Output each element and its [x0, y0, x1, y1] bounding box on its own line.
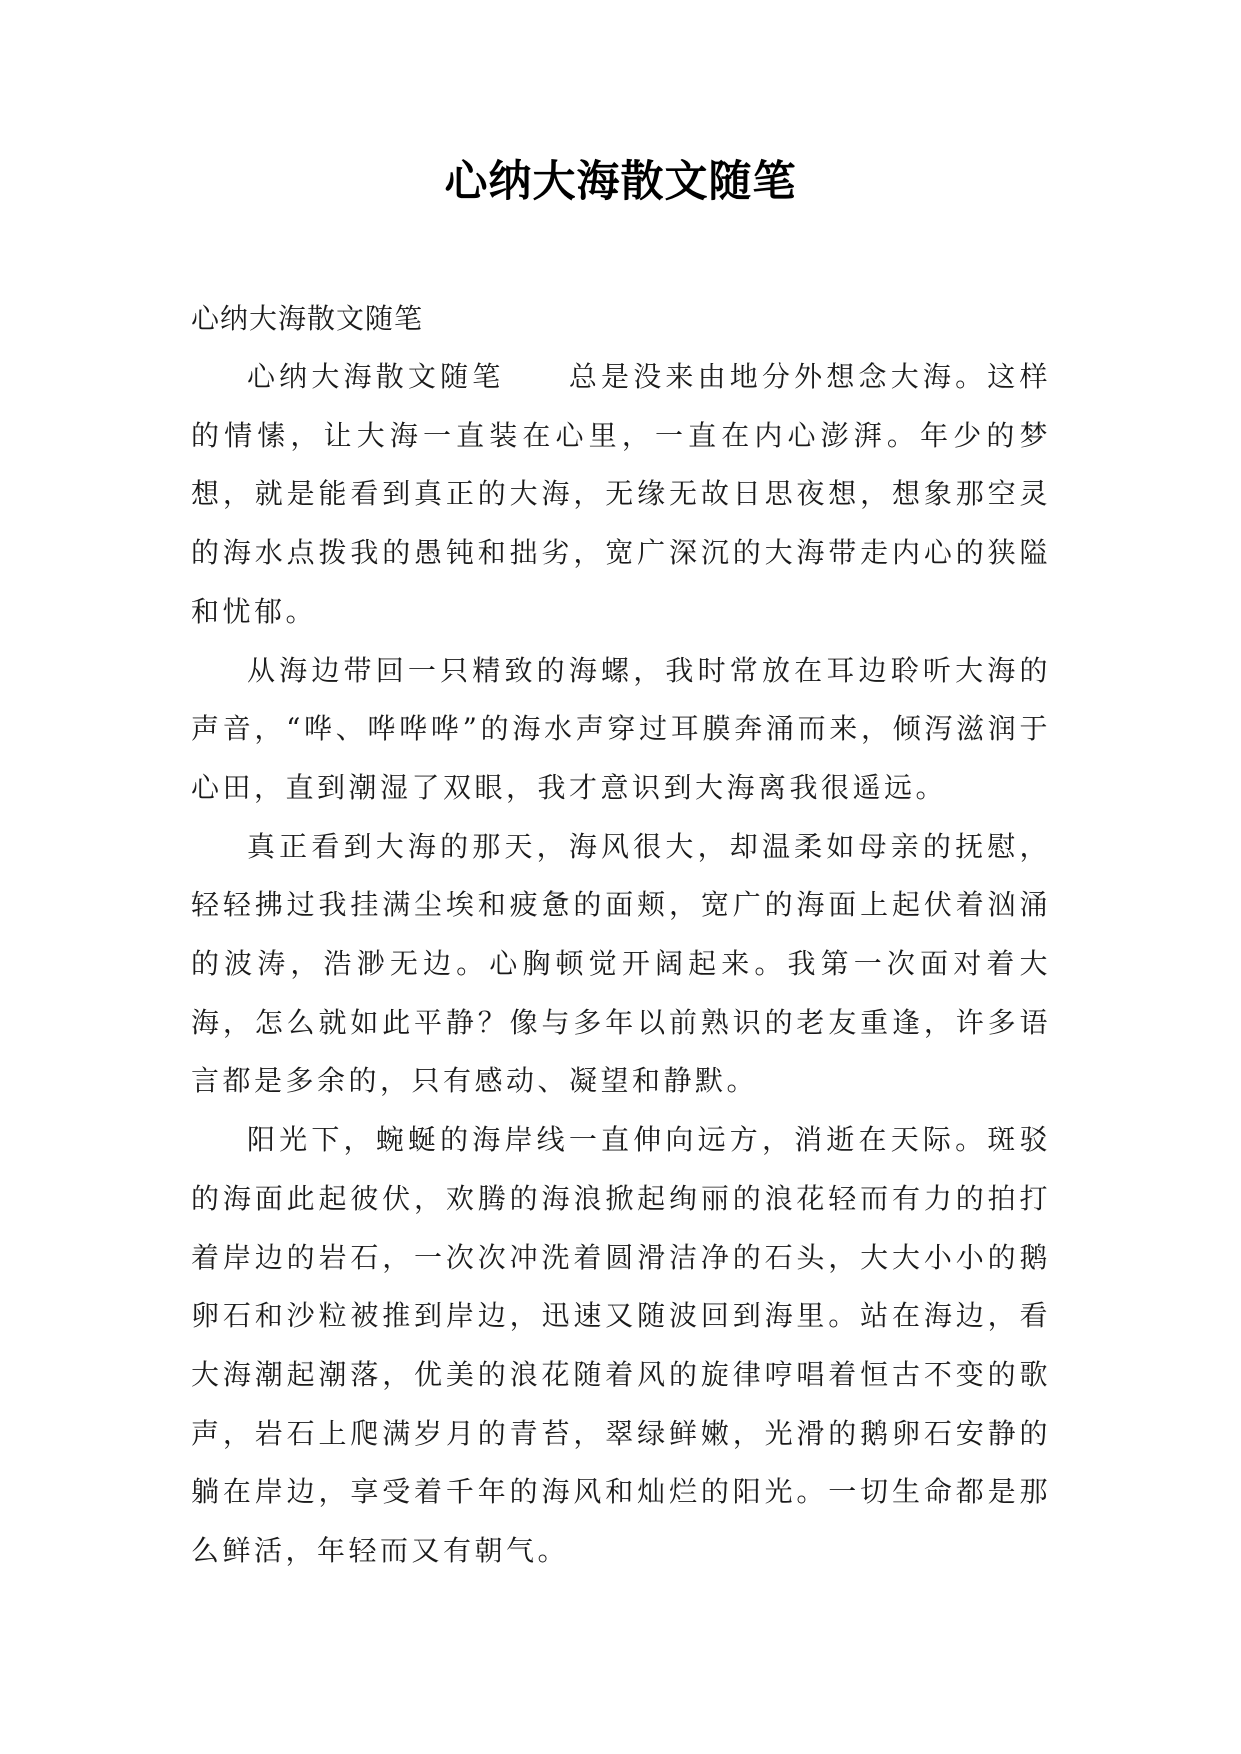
document-body — [191, 290, 1051, 1581]
paragraph-2: 从海边带回一只精致的海螺，我时常放在耳边聆听大海的声音，“哗、哗哗哗”的海水声穿过耳膜奔涌而来，倾泻滋润于心田，直到潮湿了双眼，我才意识到大海离我很遥远。 — [191, 653, 1051, 804]
paragraph-1: 心纳大海散文随笔 总是没来由地分外想念大海。这样的情愫，让大海一直装在心里，一直在内心澎湃。年少的梦想，就是能看到真正的大海，无缘无故日思夜想，想象那空灵的海水点拨我的愚钝和拙劣，宽广深沉的大海带走内心的狭隘和忧郁。 — [191, 360, 1051, 628]
paragraph-4: 阳光下，蜿蜒的海岸线一直伸向远方，消逝在天际。斑驳的海面此起彼伏，欢腾的海浪掀起绚丽的浪花轻而有力的拍打着岸边的岩石，一次次冲洗着圆滑洁净的石头，大大小小的鹅卵石和沙粒被推到岸边，迅速又随波回到海里。站在海边，看大海潮起潮落，优美的浪花随着风的旋律哼唱着恒古不变的歌声，岩石上爬满岁月的青苔，翠绿鲜嫩，光滑的鹅卵石安静的躺在岸边，享受着千年的海风和灿烂的阳光。一切生命都是那么鲜活，年轻而又有朝气。 — [191, 1123, 1051, 1568]
paragraph-3: 真正看到大海的那天，海风很大，却温柔如母亲的抚慰，轻轻拂过我挂满尘埃和疲惫的面颊，宽广的海面上起伏着汹涌的波涛，浩渺无边。心胸顿觉开阔起来。我第一次面对着大海，怎么就如此平静？像与多年以前熟识的老友重逢，许多语言都是多余的，只有感动、凝望和静默。 — [191, 829, 1051, 1098]
document-title: 心纳大海散文随笔 — [444, 157, 797, 207]
document-subtitle: 心纳大海散文随笔 — [191, 302, 424, 335]
